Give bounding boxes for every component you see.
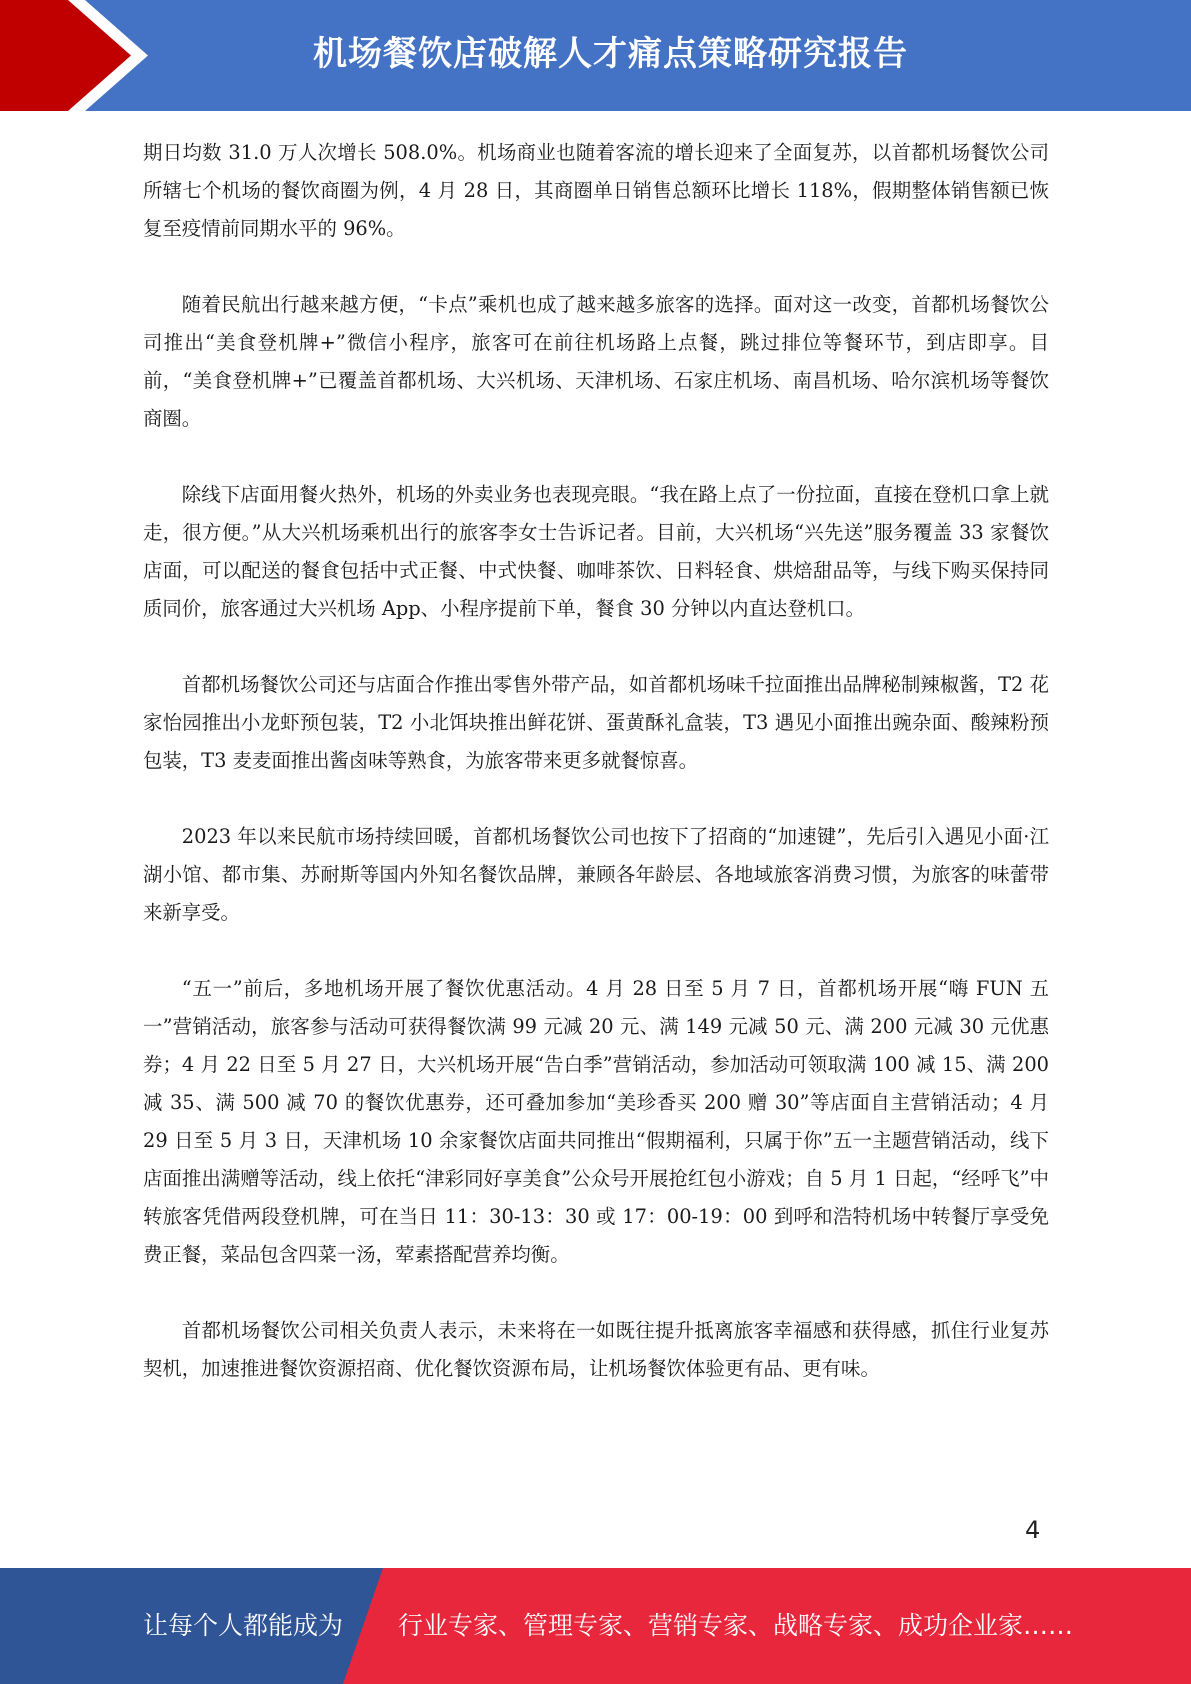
page-number: 4 [1025, 1516, 1041, 1544]
paragraph-1: 期日均数 31.0 万人次增长 508.0%。机场商业也随着客流的增长迎来了全面复苏，以首都机场餐饮公司所辖七个机场的餐饮商圈为例，4 月 28 日，其商圈单日销售总额环比增长 118%，假期整体销售额已恢复至疫情前同期水平的 96%。 [143, 141, 1049, 240]
paragraph-2: 随着民航出行越来越方便，“卡点”乘机也成了越来越多旅客的选择。面对这一改变，首都机场餐饮公司推出“美食登机牌+”微信小程序，旅客可在前往机场路上点餐，跳过排位等餐环节，到店即享。目前，“美食登机牌+”已覆盖首都机场、大兴机场、天津机场、石家庄机场、南昌机场、哈尔滨机场等餐饮商圈。 [143, 293, 1049, 430]
paragraph-3: 除线下店面用餐火热外，机场的外卖业务也表现亮眼。“我在路上点了一份拉面，直接在登机口拿上就走，很方便。”从大兴机场乘机出行的旅客李女士告诉记者。目前，大兴机场“兴先送”服务覆盖 33 家餐饮店面，可以配送的餐食包括中式正餐、中式快餐、咖啡茶饮、日料轻食、烘焙甜品等，与线下购买保持同质同价，旅客通过大兴机场 App、小程序提前下单，餐食 30 分钟以内直达登机口。 [143, 483, 1049, 620]
page-title: 机场餐饮店破解人才痛点策略研究报告 [313, 34, 908, 74]
page-header [0, 0, 1191, 111]
paragraph-5: 2023 年以来民航市场持续回暖，首都机场餐饮公司也按下了招商的“加速键”，先后引入遇见小面·江湖小馆、都市集、苏耐斯等国内外知名餐饮品牌，兼顾各年龄层、各地域旅客消费习惯，为旅客的味蕾带来新享受。 [143, 825, 1049, 924]
paragraph-6: “五一”前后，多地机场开展了餐饮优惠活动。4 月 28 日至 5 月 7 日，首都机场开展“嗨 FUN 五一”营销活动，旅客参与活动可获得餐饮满 99 元减 20 元、满 149 元减 50 元、满 200 元减 30 元优惠券；4 月 22 日至 5 月 27 日，大兴机场开展“告白季”营销活动，参加活动可领取满 100 减 15、满 200 减 35、满 500 减 70 的餐饮优惠券，还可叠加参加“美珍香买 200 赠 30”等店面自主营销活动；4 月 29 日至 5 月 3 日，天津机场 10 余家餐饮店面共同推出“假期福利，只属于你”五一主题营销活动，线下店面推出满赠等活动，线上依托“津彩同好享美食”公众号开展抢红包小游戏；自 5 月 1 日起，“经呼飞”中转旅客凭借两段登机牌，可在当日 11：30-13：30 或 17：00-19：00 到呼和浩特机场中转餐厅享受免费正餐，菜品包含四菜一汤，荤素搭配营养均衡。 [143, 977, 1049, 1266]
paragraph-4: 首都机场餐饮公司还与店面合作推出零售外带产品，如首都机场味千拉面推出品牌秘制辣椒酱，T2 花家怡园推出小龙虾预包装，T2 小北饵块推出鲜花饼、蛋黄酥礼盒装，T3 遇见小面推出豌杂面、酸辣粉预包装，T3 麦麦面推出酱卤味等熟食，为旅客带来更多就餐惊喜。 [143, 673, 1049, 772]
article-body [143, 134, 1049, 1426]
page-footer [0, 1568, 1191, 1684]
footer-slogan-left: 让每个人都能成为 [143, 1611, 344, 1640]
paragraph-7: 首都机场餐饮公司相关负责人表示，未来将在一如既往提升抵离旅客幸福感和获得感，抓住行业复苏契机，加速推进餐饮资源招商、优化餐饮资源布局，让机场餐饮体验更有品、更有味。 [143, 1319, 1049, 1380]
footer-slogan-right: 行业专家、管理专家、营销专家、战略专家、成功企业家…… [398, 1611, 1074, 1640]
